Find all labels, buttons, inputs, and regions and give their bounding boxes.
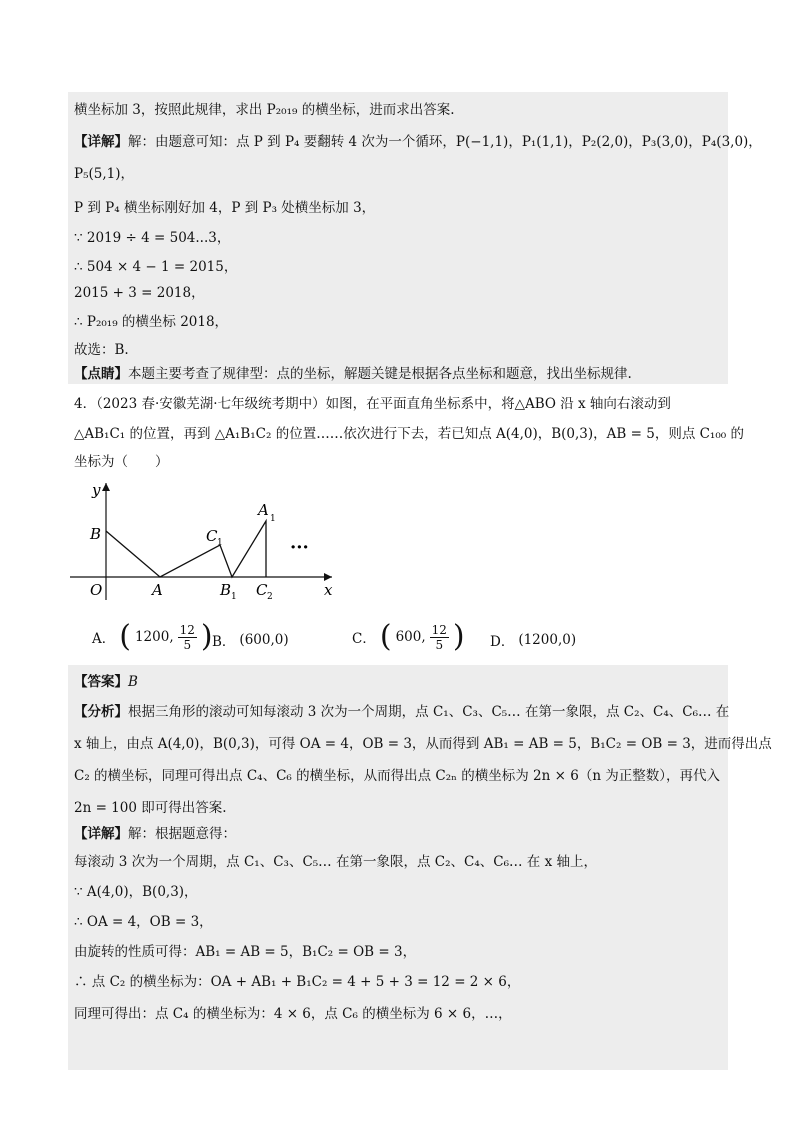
option-d	[490, 630, 576, 650]
detail-line-6: 同理可得出：点 C₄ 的横坐标为：4 × 6，点 C₆ 的横坐标为 6 × 6，…，	[74, 1006, 512, 1022]
detail-line-3: ∴ OA = 4，OB = 3，	[74, 914, 213, 930]
option-a-int: 1200,	[134, 629, 174, 645]
detail-line-4: 由旋转的性质可得：AB₁ = AB = 5，B₁C₂ = OB = 3，	[74, 944, 417, 960]
question-line-2: △AB₁C₁ 的位置，再到 △A₁B₁C₂ 的位置……依次进行下去，若已知点 A(4,0)，B(0,3)，AB = 5，则点 C₁₀₀ 的	[74, 426, 744, 442]
label-c2-sub: 2	[267, 592, 273, 602]
y-label: y	[92, 481, 101, 499]
label-b: B	[90, 525, 102, 543]
option-b	[212, 630, 289, 650]
label-c1: C	[206, 527, 218, 545]
detail-header-line: 【详解】解：根据题意得：	[74, 826, 236, 842]
answer-line: 【答案】B	[74, 674, 138, 690]
top-line-4: P 到 P₄ 横坐标刚好加 4，P 到 P₃ 处横坐标加 3，	[74, 200, 376, 216]
option-c-num: 12	[431, 622, 447, 637]
label-c1-sub: 1	[217, 538, 223, 548]
triangle-path	[106, 521, 266, 577]
continuation-dots: ···	[290, 537, 309, 558]
analysis-line-3: C₂ 的横坐标，同理可得出点 C₄、C₆ 的横坐标，从而得出点 C₂ₙ 的横坐标为 2n × 6（n 为正整数），再代入	[74, 768, 721, 784]
top-line-3: P₅(5,1)，	[74, 166, 134, 182]
detail-line-1: 每滚动 3 次为一个周期，点 C₁、C₃、C₅… 在第一象限，点 C₂、C₄、C₆… 在 x 轴上，	[74, 854, 597, 870]
question-line-1: 4．（2023 春·安徽芜湖·七年级统考期中）如图，在平面直角坐标系中，将△ABO 沿 x 轴向右滚动到	[74, 396, 671, 412]
detail-line-5: ∴ 点 C₂ 的横坐标为：OA + AB₁ + B₁C₂ = 4 + 5 + 3 = 12 = 2 × 6，	[74, 974, 521, 990]
rolling-triangle-figure	[70, 475, 350, 605]
label-a: A	[152, 581, 163, 599]
option-c-den: 5	[435, 637, 444, 652]
option-d-value: (1200,0)	[518, 632, 577, 648]
top-line-5: ∵ 2019 ÷ 4 = 504...3，	[74, 230, 231, 246]
analysis-line-2: x 轴上，由点 A(4,0)，B(0,3)，可得 OA = 4，OB = 3，从而得到 AB₁ = AB = 5，B₁C₂ = OB = 3，进而得出点	[74, 736, 772, 752]
label-a1: A	[258, 501, 269, 519]
option-b-label: B．	[212, 634, 236, 650]
label-b1-sub: 1	[231, 592, 237, 602]
top-line-6: ∴ 504 × 4 − 1 = 2015，	[74, 259, 238, 275]
option-a-den: 5	[183, 637, 192, 652]
option-c-int: 600,	[395, 629, 426, 645]
top-line-10: 【点睛】本题主要考查了规律型：点的坐标，解题关键是根据各点坐标和题意，找出坐标规律.	[74, 366, 632, 382]
option-a-num: 12	[179, 622, 195, 637]
option-b-value: (600,0)	[239, 632, 289, 648]
detail-line-2: ∵ A(4,0)，B(0,3)，	[74, 884, 198, 900]
label-a1-sub: 1	[270, 514, 276, 524]
option-d-label: D．	[490, 634, 515, 650]
option-c: C． ( 600, $\frac{12}{5}$ )	[352, 619, 465, 654]
question-line-3: 坐标为（ ）	[74, 454, 169, 470]
option-a-label: A．	[92, 631, 116, 647]
top-line-1: 横坐标加 3，按照此规律，求出 P₂₀₁₉ 的横坐标，进而求出答案.	[74, 102, 455, 118]
label-c2: C	[256, 581, 268, 599]
option-a: A． ( 1200, $\frac{12}{5}$ )	[92, 619, 213, 654]
x-label: x	[324, 581, 333, 599]
analysis-line-4: 2n = 100 即可得出答案.	[74, 800, 227, 816]
x-axis-arrow-icon	[324, 573, 332, 581]
label-b1: B	[220, 581, 232, 599]
top-line-2: 【详解】解：由题意可知：点 P 到 P₄ 要翻转 4 次为一个循环，P(−1,1)，P₁(1,1)，P₂(2,0)，P₃(3,0)，P₄(3,0)，	[74, 134, 762, 150]
top-line-7: 2015 + 3 = 2018，	[74, 285, 205, 301]
top-line-8: ∴ P₂₀₁₉ 的横坐标 2018，	[74, 314, 229, 330]
option-c-label: C．	[352, 631, 376, 647]
y-axis-arrow-icon	[102, 483, 110, 491]
top-line-9: 故选：B.	[74, 342, 129, 358]
label-o: O	[90, 581, 103, 599]
analysis-line-1: 【分析】根据三角形的滚动可知每滚动 3 次为一个周期，点 C₁、C₃、C₅… 在第一象限，点 C₂、C₄、C₆… 在	[74, 704, 730, 720]
